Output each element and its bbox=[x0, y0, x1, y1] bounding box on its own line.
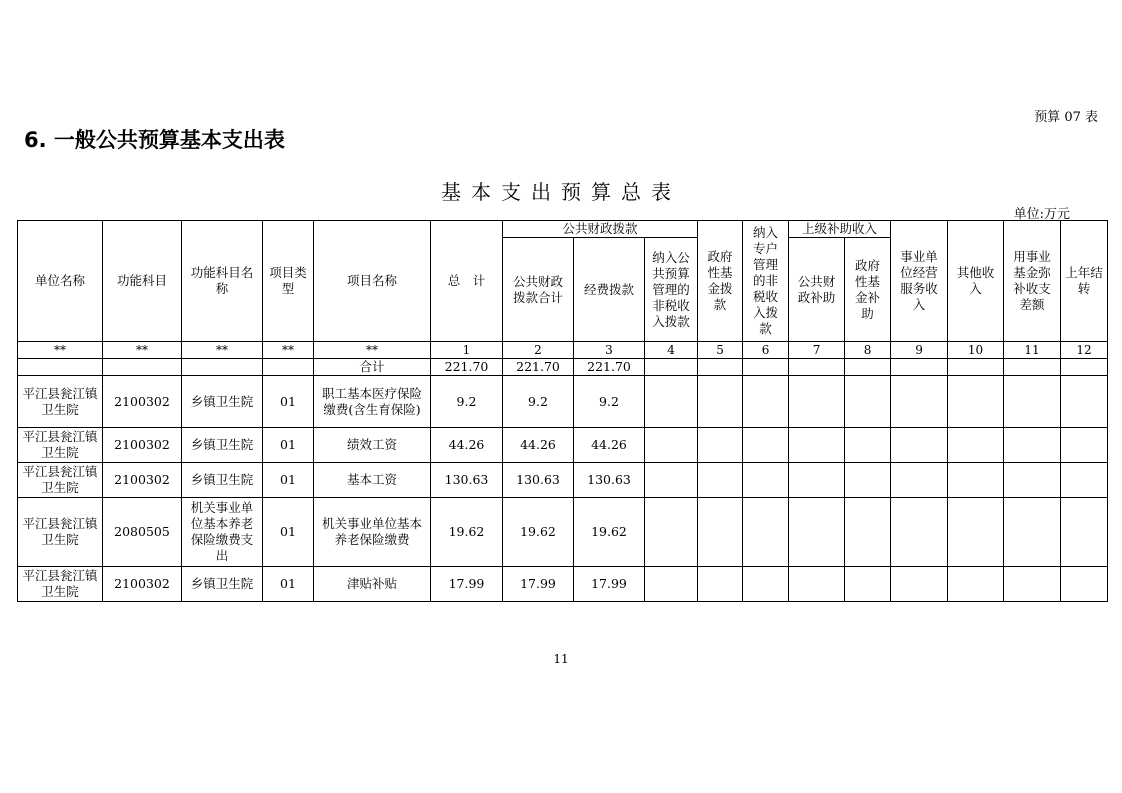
header-public-finance-total: 公共财政拨款合计 bbox=[503, 238, 574, 342]
index-cell: 9 bbox=[891, 342, 948, 359]
table-row bbox=[18, 567, 1108, 602]
funding-cell: 44.26 bbox=[574, 428, 645, 463]
index-cell: 12 bbox=[1061, 342, 1108, 359]
func-name-cell: 乡镇卫生院 bbox=[182, 376, 263, 428]
index-cell: ** bbox=[103, 342, 182, 359]
header-other-income: 其他收入 bbox=[948, 221, 1004, 342]
header-funding: 经费拨款 bbox=[574, 238, 645, 342]
index-cell: ** bbox=[18, 342, 103, 359]
func-code-cell: 2080505 bbox=[103, 498, 182, 567]
func-code-cell: 2100302 bbox=[103, 567, 182, 602]
func-code-cell: 2100302 bbox=[103, 463, 182, 498]
total-label: 合计 bbox=[314, 359, 431, 376]
proj-name-cell: 基本工资 bbox=[314, 463, 431, 498]
funding-cell: 130.63 bbox=[574, 463, 645, 498]
funding-cell: 9.2 bbox=[574, 376, 645, 428]
public-total-cell: 130.63 bbox=[503, 463, 574, 498]
total-cell: 44.26 bbox=[431, 428, 503, 463]
page-number: 11 bbox=[553, 652, 569, 666]
total-cell: 19.62 bbox=[431, 498, 503, 567]
header-business-income: 事业单位经营服务收入 bbox=[891, 221, 948, 342]
total-funding-amount: 221.70 bbox=[574, 359, 645, 376]
index-row bbox=[18, 342, 1108, 359]
proj-name-cell: 津贴补贴 bbox=[314, 567, 431, 602]
proj-type-cell: 01 bbox=[263, 463, 314, 498]
proj-name-cell: 绩效工资 bbox=[314, 428, 431, 463]
index-cell: 8 bbox=[845, 342, 891, 359]
proj-name-cell: 职工基本医疗保险缴费(含生育保险) bbox=[314, 376, 431, 428]
unit-name-cell: 平江县瓮江镇卫生院 bbox=[18, 428, 103, 463]
header-unit-name: 单位名称 bbox=[18, 221, 103, 342]
proj-type-cell: 01 bbox=[263, 498, 314, 567]
index-cell: 2 bbox=[503, 342, 574, 359]
header-total: 总 计 bbox=[431, 221, 503, 342]
proj-type-cell: 01 bbox=[263, 567, 314, 602]
header-non-tax-budget: 纳入公共预算管理的非税收入拨款 bbox=[645, 238, 698, 342]
public-total-cell: 19.62 bbox=[503, 498, 574, 567]
header-func-name: 功能科目名称 bbox=[182, 221, 263, 342]
index-cell: ** bbox=[263, 342, 314, 359]
proj-type-cell: 01 bbox=[263, 376, 314, 428]
unit-name-cell: 平江县瓮江镇卫生院 bbox=[18, 463, 103, 498]
total-row bbox=[18, 359, 1108, 376]
header-public-subsidy: 公共财政补助 bbox=[789, 238, 845, 342]
func-name-cell: 乡镇卫生院 bbox=[182, 428, 263, 463]
unit-name-cell: 平江县瓮江镇卫生院 bbox=[18, 498, 103, 567]
proj-type-cell: 01 bbox=[263, 428, 314, 463]
header-carryover: 上年结转 bbox=[1061, 221, 1108, 342]
index-cell: 7 bbox=[789, 342, 845, 359]
funding-cell: 19.62 bbox=[574, 498, 645, 567]
section-title: 6. 一般公共预算基本支出表 bbox=[24, 128, 285, 152]
total-cell: 9.2 bbox=[431, 376, 503, 428]
index-cell: 5 bbox=[698, 342, 743, 359]
header-gov-fund-subsidy: 政府性基金补助 bbox=[845, 238, 891, 342]
header-special-non-tax: 纳入专户管理的非税收入拨款 bbox=[743, 221, 789, 342]
header-gov-fund: 政府性基金拨款 bbox=[698, 221, 743, 342]
func-name-cell: 乡镇卫生院 bbox=[182, 567, 263, 602]
func-code-cell: 2100302 bbox=[103, 376, 182, 428]
header-func-code: 功能科目 bbox=[103, 221, 182, 342]
table-row bbox=[18, 498, 1108, 567]
func-name-cell: 乡镇卫生院 bbox=[182, 463, 263, 498]
index-cell: ** bbox=[314, 342, 431, 359]
index-cell: 6 bbox=[743, 342, 789, 359]
table-title: 基本支出预算总表 bbox=[441, 180, 681, 204]
table-row bbox=[18, 463, 1108, 498]
header-proj-name: 项目名称 bbox=[314, 221, 431, 342]
header-proj-type: 项目类型 bbox=[263, 221, 314, 342]
total-cell: 130.63 bbox=[431, 463, 503, 498]
public-total-cell: 9.2 bbox=[503, 376, 574, 428]
budget-table bbox=[17, 220, 1108, 602]
unit-name-cell: 平江县瓮江镇卫生院 bbox=[18, 376, 103, 428]
index-cell: 1 bbox=[431, 342, 503, 359]
table-row bbox=[18, 376, 1108, 428]
public-total-cell: 44.26 bbox=[503, 428, 574, 463]
index-cell: 10 bbox=[948, 342, 1004, 359]
index-cell: ** bbox=[182, 342, 263, 359]
proj-name-cell: 机关事业单位基本养老保险缴费 bbox=[314, 498, 431, 567]
index-cell: 11 bbox=[1004, 342, 1061, 359]
func-code-cell: 2100302 bbox=[103, 428, 182, 463]
total-cell: 17.99 bbox=[431, 567, 503, 602]
header-fund-offset: 用事业基金弥补收支差额 bbox=[1004, 221, 1061, 342]
func-name-cell: 机关事业单位基本养老保险缴费支出 bbox=[182, 498, 263, 567]
index-cell: 4 bbox=[645, 342, 698, 359]
unit-name-cell: 平江县瓮江镇卫生院 bbox=[18, 567, 103, 602]
header-superior-subsidy: 上级补助收入 bbox=[789, 221, 891, 238]
public-total-cell: 17.99 bbox=[503, 567, 574, 602]
total-public-amount: 221.70 bbox=[503, 359, 574, 376]
unit-label: 单位:万元 bbox=[1013, 207, 1070, 222]
form-number: 预算 07 表 bbox=[1034, 110, 1098, 125]
index-cell: 3 bbox=[574, 342, 645, 359]
table-row bbox=[18, 428, 1108, 463]
header-public-finance: 公共财政拨款 bbox=[503, 221, 698, 238]
funding-cell: 17.99 bbox=[574, 567, 645, 602]
total-amount: 221.70 bbox=[431, 359, 503, 376]
